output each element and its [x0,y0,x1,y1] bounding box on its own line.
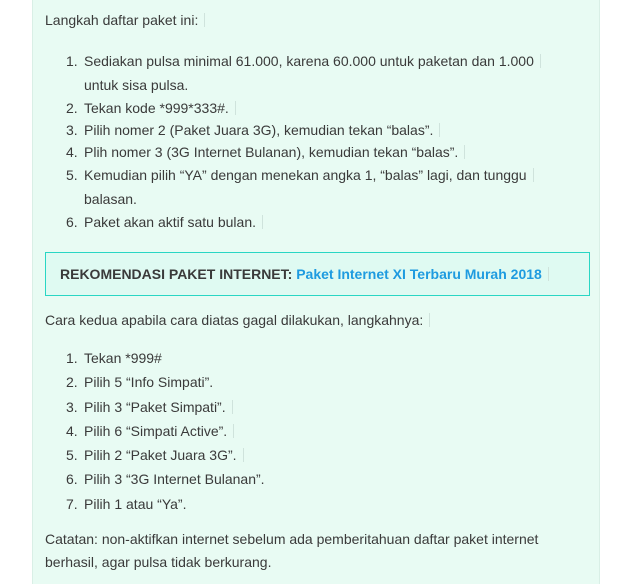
article-content [32,0,600,584]
list-item: 1. Sediakan pulsa minimal 61.000, karena 60.000 untuk paketan dan 1.000 untuk sisa pulsa. [33,49,541,97]
list-item: 4. Plih nomer 3 (3G Internet Bulanan), kemudian tekan “balas”. [33,141,541,163]
recommendation-label: REKOMENDASI PAKET INTERNET: [60,266,293,282]
list-item: 6. Pilih 3 “3G Internet Bulanan”. [66,471,265,488]
steps-list-1 [33,49,541,233]
list-item: 4. Pilih 6 “Simpati Active”. [33,419,265,443]
note-text: Catatan: non-aktifkan internet sebelum ada pemberitahuan daftar paket internet berhasil, agar pulsa tidak berkurang. [45,531,539,570]
list-item: 7. Pilih 1 atau “Ya”. [66,495,187,512]
list-item: 6. Paket akan aktif satu bulan. [33,211,541,233]
recommendation-link[interactable]: Paket Internet XI Terbaru Murah 2018 [296,266,542,282]
intro2-text: Cara kedua apabila cara diatas gagal dilakukan, langkahnya: [45,310,430,330]
list-item: 2. Tekan kode *999*333#. [33,97,541,119]
list-item: 1. Tekan *999# [66,350,162,366]
steps-list-2 [33,346,265,516]
recommendation-box [45,252,590,296]
list-item: 2. Pilih 5 “Info Simpati”. [66,374,214,391]
intro-text: Langkah daftar paket ini: [45,10,205,30]
list-item: 5. Kemudian pilih “YA” dengan menekan angka 1, “balas” lagi, dan tunggu balasan. [33,163,541,211]
list-item: 5. Pilih 2 “Paket Juara 3G”. [33,443,265,467]
list-item: 3. Pilih 3 “Paket Simpati”. [33,395,265,419]
list-item: 3. Pilih nomer 2 (Paket Juara 3G), kemudian tekan “balas”. [33,119,541,141]
